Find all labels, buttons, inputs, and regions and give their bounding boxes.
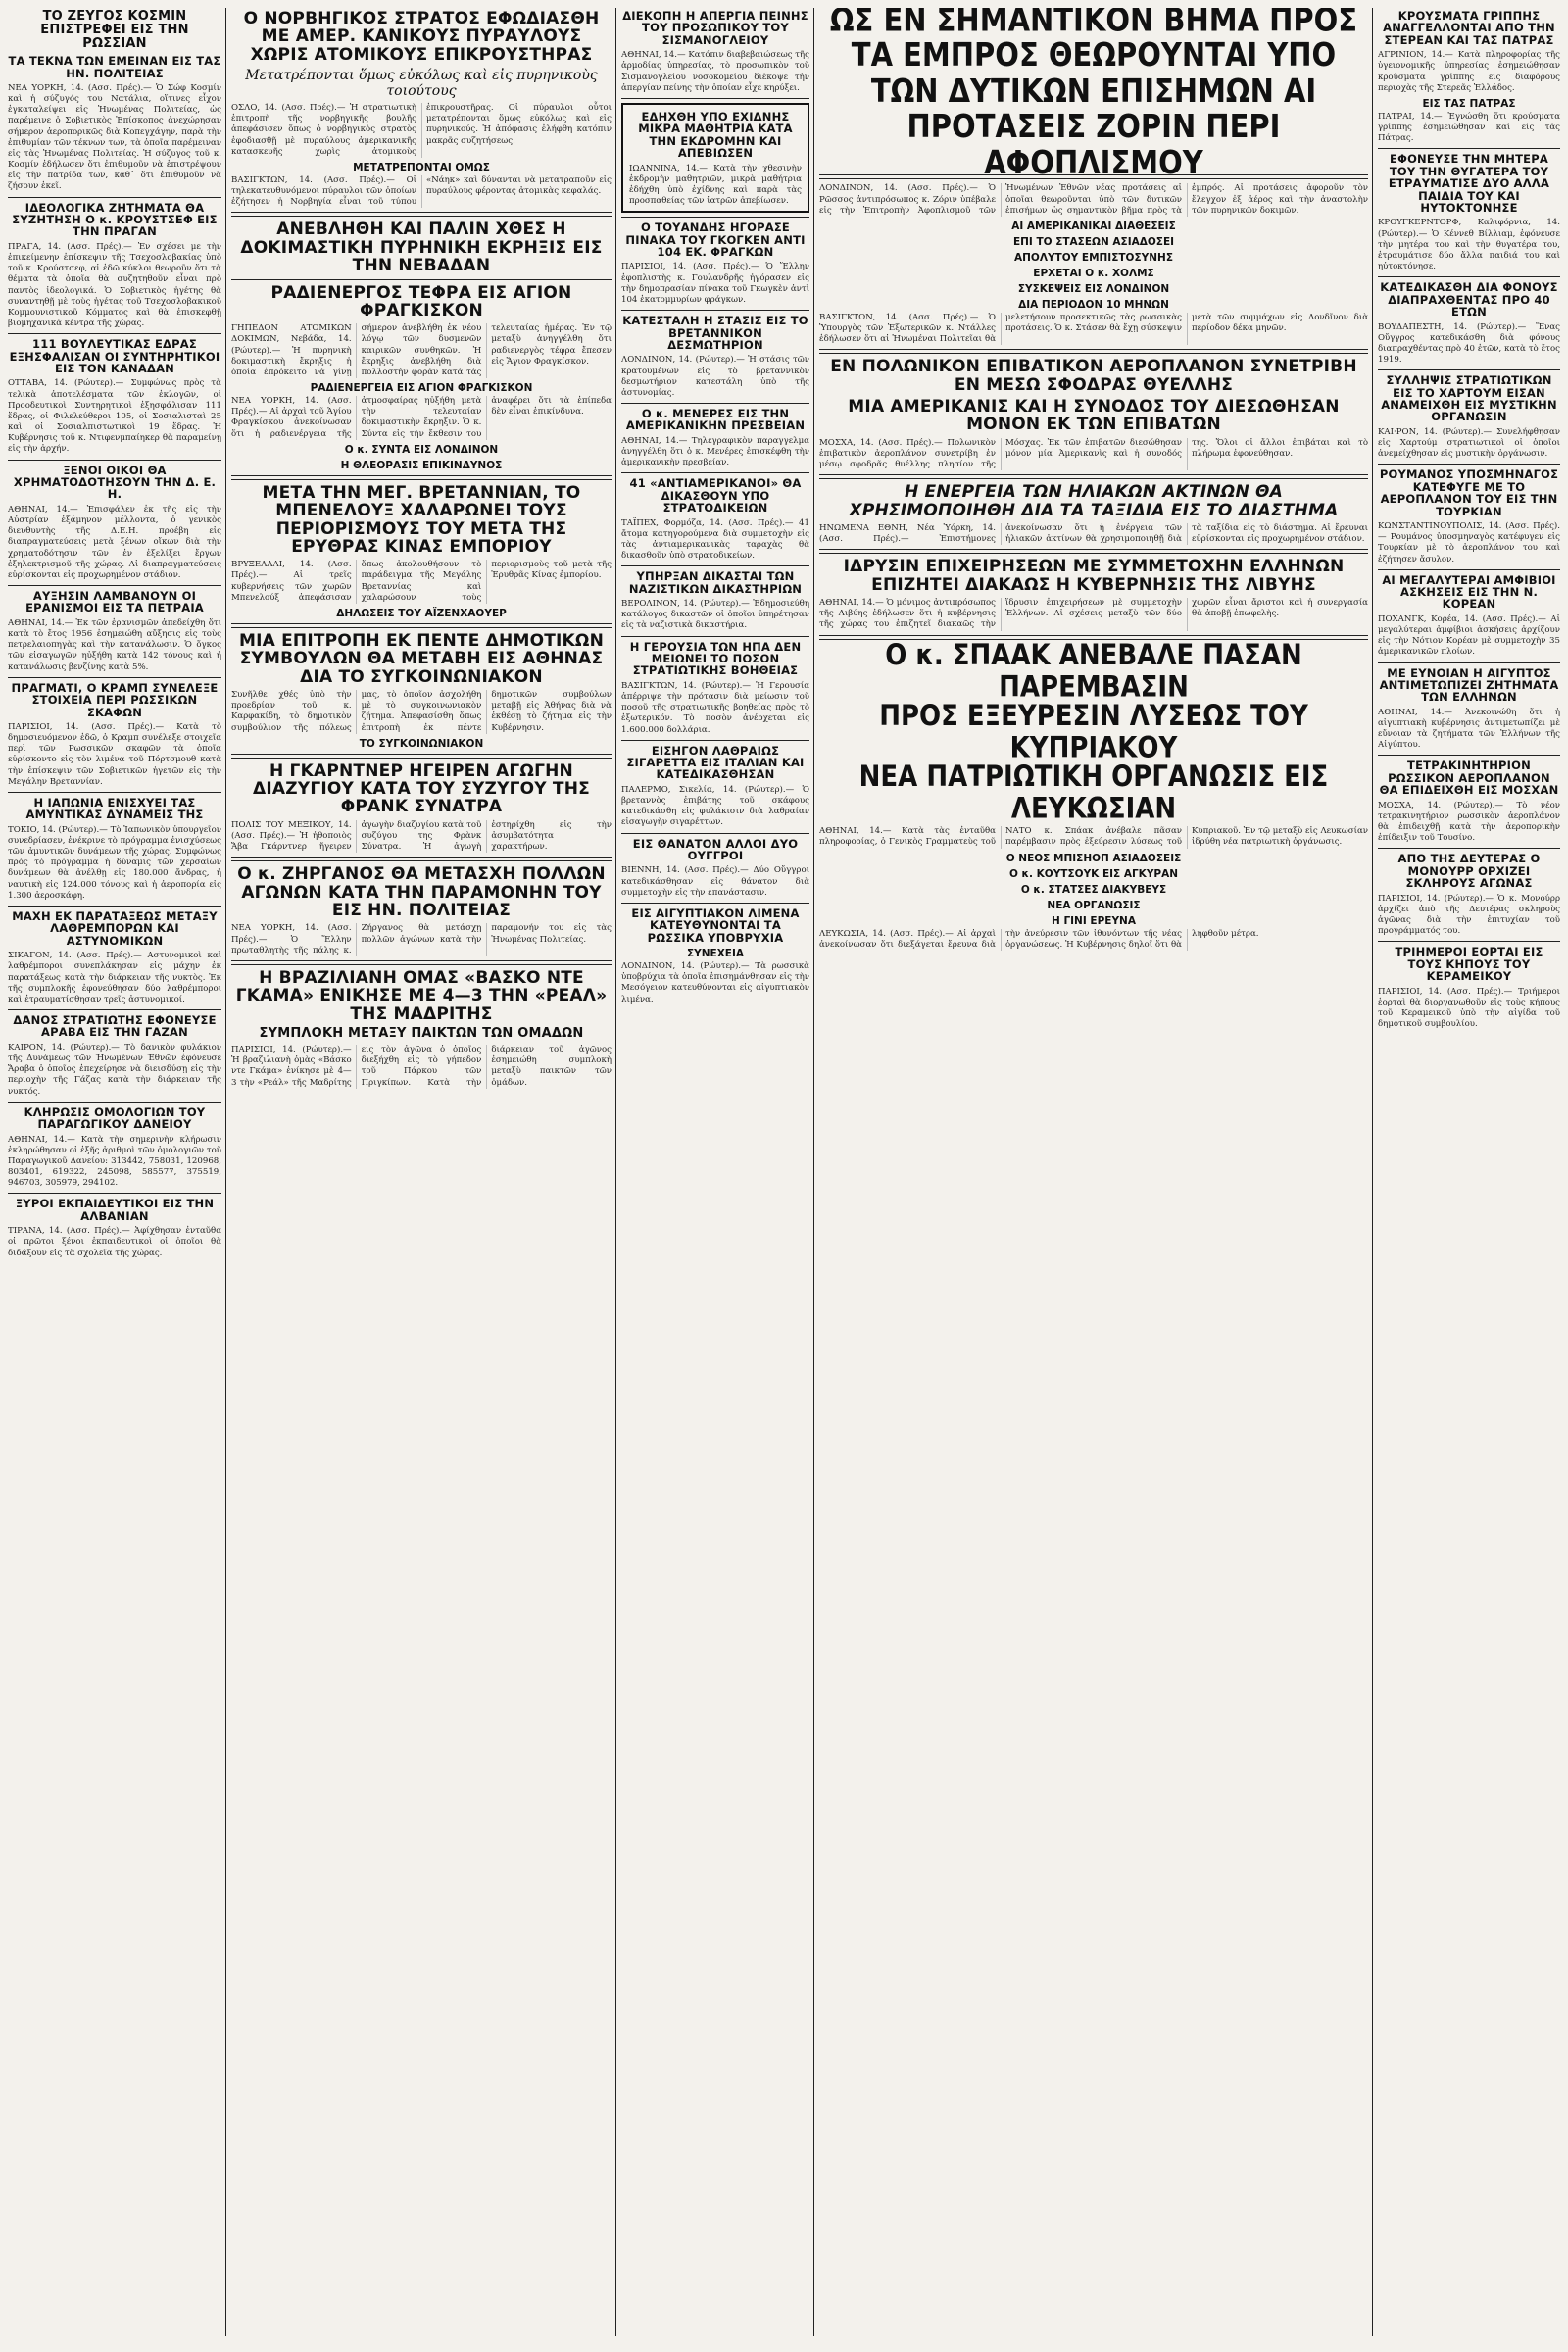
divider (8, 585, 221, 586)
headline: ΥΠΗΡΞΑΝ ΔΙΚΑΣΤΑΙ ΤΩΝ ΝΑΖΙΣΤΙΚΩΝ ΔΙΚΑΣΤΗΡΙΩΝ (628, 569, 803, 596)
headline: ΑΠΟ ΤΗΣ ΔΕΥΤΕΡΑΣ Ο ΜΟΝΟΥΡΡ ΟΡΧΙΖΕΙ ΣΚΛΗΡΟΥΣ ΑΓΩΝΑΣ (1397, 852, 1541, 891)
divider (1378, 569, 1560, 570)
section-subhead: Ο ΝΕΟΣ ΜΠΙΣΗΟΠ ΑΣΙΑΔΟΣΕΙΣ (1005, 852, 1182, 864)
divider (621, 636, 809, 637)
article-text: ΠΑΡΙΣΙΟΙ, 14. (Ασσ. Πρές).— Κατὰ τὸ δημοσιευόμενον ἐδῶ, ὁ Κραμπ συνέλεξε στοιχεῖα περὶ τῶν Ρωσσικῶν σκαφῶν τὰ ὁποῖα εὑρίσκοντο εἰς τὸν λιμένα τοῦ Πόρτσμουθ κατὰ τὴν ἐπίσκεψιν τῶν Σοβιετικῶν ἡγετῶν εἰς τὴν Μεγάλην Βρεταννίαν. (8, 721, 221, 787)
article-text: ΒΑΣΙΓΚΤΩΝ, 14. (Ρώυτερ).— Ἡ Γερουσία ἀπέρριψε τὴν πρότασιν διὰ μείωσιν τοῦ ποσοῦ τῆς στρατιωτικῆς βοηθείας πρὸς τὸ ἐξωτερικόν. Τὸ ποσὸν ἀνέρχεται εἰς 1.600.000 δολλάρια. (621, 680, 809, 735)
divider (621, 217, 809, 218)
headline: ΕΝ ΠΟΛΩΝΙΚΟΝ ΕΠΙΒΑΤΙΚΟΝ ΑΕΡΟΠΛΑΝΟΝ ΣΥΝΕΤΡΙΒΗ ΕΝ ΜΕΣΩ ΣΦΟΔΡΑΣ ΘΥΕΛΛΗΣ (830, 357, 1357, 395)
divider (231, 857, 612, 861)
headline: ΑΝΕΒΛΗΘΗ ΚΑΙ ΠΑΛΙΝ ΧΘΕΣ Η ΔΟΚΙΜΑΣΤΙΚΗ ΠΥΡΗΝΙΚΗ ΕΚΡΗΞΙΣ ΕΙΣ ΤΗΝ ΝΕΒΑΔΑΝ (240, 220, 603, 276)
headline: ΑΙ ΜΕΓΑΛΥΤΕΡΑΙ ΑΜΦΙΒΙΟΙ ΑΣΚΗΣΕΙΣ ΕΙΣ ΤΗΝ Ν. ΚΟΡΕΑΝ (1382, 572, 1556, 612)
divider (621, 833, 809, 834)
article-text: ΒΕΡΟΛΙΝΟΝ, 14. (Ρώυτερ).— Ἐδημοσιεύθη κατάλογος δικαστῶν οἱ ὁποῖοι ὑπηρέτησαν εἰς τὰ ναζιστικὰ δικαστήρια. (621, 599, 809, 631)
headline: ΞΥΡΟΙ ΕΚΠΑΙΔΕΥΤΙΚΟΙ ΕΙΣ ΤΗΝ ΑΛΒΑΝΙΑΝ (15, 1197, 215, 1223)
article-text: ΚΡΟΥΓΚΕΡΝΤΟΡΦ, Καλιφόρνια, 14. (Ρώυτερ).— Ὁ Κέννεθ Βίλλιαμ, ἐφόνευσε τὴν μητέρα του καὶ τὴν θυγατέρα του, ἐτραυμάτισε δύο ἄλλα παιδιά του καὶ ηὐτοκτόνησε. (1378, 218, 1560, 272)
divider (8, 1009, 221, 1010)
divider (231, 754, 612, 759)
headline: ΙΔΡΥΣΙΝ ΕΠΙΧΕΙΡΗΣΕΩΝ ΜΕ ΣΥΜΜΕΤΟΧΗΝ ΕΛΛΗΝΩΝ ΕΠΙΖΗΤΕΙ ΔΙΑΚΑΩΣ Η ΚΥΒΕΡΝΗΣΙΣ ΤΗΣ ΛΙΒΥΗΣ (843, 557, 1345, 595)
article-text: ΝΕΑ ΥΟΡΚΗ, 14. (Ασσ. Πρές).— Ὁ Ἕλλην πρωταθλητὴς τῆς πάλης κ. Ζήργανος θὰ μετάσχῃ πολλῶν ἀγώνων κατὰ τὴν παραμονήν του εἰς τὰς Ἡνωμένας Πολιτείας. (231, 923, 612, 956)
divider (231, 212, 612, 217)
divider (1378, 662, 1560, 663)
article-text: ΒΟΥΔΑΠΕΣΤΗ, 14. (Ρώυτερ).— Ἕνας Οὔγγρος κατεδικάσθη διὰ φόνους διαπραχθέντας πρὸ 40 ἐτῶν, κατὰ τὸ ἔτος 1919. (1378, 321, 1560, 366)
headline: ΕΙΣΗΓΟΝ ΛΑΘΡΑΙΩΣ ΣΙΓΑΡΕΤΤΑ ΕΙΣ ΙΤΑΛΙΑΝ ΚΑΙ ΚΑΤΕΔΙΚΑΣΘΗΣΑΝ (626, 743, 805, 782)
section-subhead: ΤΟ ΣΥΓΚΟΙΝΩΝΙΑΚΟΝ (359, 737, 484, 750)
banner-headline: ΩΣ ΕΝ ΣΗΜΑΝΤΙΚΟΝ ΒΗΜΑ ΠΡΟΣ ΤΑ ΕΜΠΡΟΣ ΘΕΩΡΟΥΝΤΑΙ ΥΠΟ ΤΩΝ ΔΥΤΙΚΩΝ ΕΠΙΣΗΜΩΝ ΑΙ ΠΡΟΤΑΣΕΙΣ ΖΟΡΙΝ ΠΕΡΙ ΑΦΟΠΛΙΣΜΟΥ (829, 8, 1358, 181)
section-subhead: Η ΓΙΝΙ ΕΡΕΥΝΑ (1052, 914, 1136, 927)
article-text: ΓΗΠΕΔΟΝ ΑΤΟΜΙΚΩΝ ΔΟΚΙΜΩΝ, Νεβάδα, 14. (Ρώυτερ).— Ἡ πυρηνικὴ δοκιμαστικὴ ἔκρηξις ἡ ὁποία ἐπρόκειτο νὰ γίνῃ σήμερον ἀνεβλήθη ἐκ νέου λόγῳ τῶν δυσμενῶν καιρικῶν συνθηκῶν. Ἡ ἔκρηξις ἀνεβλήθη διὰ πολλοστὴν φορὰν κατὰ τὰς τελευταίας ἡμέρας. Ἐν τῷ μεταξὺ ἀνηγγέλθη ὅτι ραδιενεργὸς τέφρα ἔπεσεν εἰς Ἅγιον Φραγκίσκον. (231, 323, 612, 377)
headline: ΜΙΑ ΕΠΙΤΡΟΠΗ ΕΚ ΠΕΝΤΕ ΔΗΜΟΤΙΚΩΝ ΣΥΜΒΟΥΛΩΝ ΘΑ ΜΕΤΑΒΗ ΕΙΣ ΑΘΗΝΑΣ ΔΙΑ ΤΟ ΣΥΓΚΟΙΝΩΝΙΑΚΟΝ (239, 630, 604, 687)
article-text: ΑΘΗΝΑΙ, 14.— Κατὰ τὴν σημερινὴν κλήρωσιν ἐκληρώθησαν οἱ ἑξῆς ἀριθμοὶ τῶν ὁμολογιῶν τοῦ Παραγωγικοῦ Δανείου: 313442, 758031, 120968, 803401, 619322, 245098, 585577, 375519, 946703, 305979, 294102. (8, 1134, 221, 1189)
article-text: ΤΑΪΠΕΧ, Φορμόζα, 14. (Ασσ. Πρές).— 41 ἄτομα κατηγορούμενα διὰ συμμετοχὴν εἰς τὰς ἀντιαμερικανικὰς ταραχὰς θὰ δικασθοῦν ὑπὸ στρατοδικείων. (621, 517, 809, 562)
divider (819, 349, 1368, 354)
article-text: ΑΓΡΙΝΙΟΝ, 14.— Κατὰ πληροφορίας τῆς ὑγειονομικῆς ὑπηρεσίας ἐσημειώθησαν κρούσματα γρίππης εἰς διαφόρους περιοχὰς τῆς Στερεᾶς Ἑλλάδος. (1378, 50, 1560, 93)
divider (1378, 148, 1560, 149)
article-text: Συνῆλθε χθές ὑπὸ τὴν προεδρίαν τοῦ κ. Καρφακίδη, τὸ δημοτικὸν συμβούλιον τῆς πόλεως μας, τὸ ὁποῖον ἀσχολήθη μὲ τὸ συγκοινωνιακὸν ζήτημα. Ἀπεφασίσθη ὅπως ἐπιτροπὴ ἐκ πέντε δημοτικῶν συμβούλων μεταβῇ εἰς Ἀθήνας διὰ νὰ ἐκθέσῃ τὸ ζήτημα εἰς τὴν Κυβέρνησιν. (231, 690, 612, 733)
continued-marker: ΣΥΝΕΧΕΙΑ (686, 948, 745, 960)
newspaper-page (8, 8, 1560, 2336)
headline: Η ΙΑΠΩΝΙΑ ΕΝΙΣΧΥΕΙ ΤΑΣ ΑΜΥΝΤΙΚΑΣ ΔΥΝΑΜΕΙΣ ΤΗΣ (25, 795, 204, 822)
article-text: ΚΩΝΣΤΑΝΤΙΝΟΥΠΟΛΙΣ, 14. (Ασσ. Πρές).— Ρουμάνος ὑποσμηναγὸς κατέφυγεν εἰς Τουρκίαν μὲ τὸ ἀεροπλάνον του καὶ ἐζήτησεν ἄσυλον. (1378, 520, 1560, 564)
section-subhead: ΜΕΤΑΤΡΕΠΟΝΤΑΙ ΟΜΩΣ (353, 161, 490, 173)
column-rule (813, 8, 814, 2336)
headline: ΤΡΙΗΜΕΡΟΙ ΕΟΡΤΑΙ ΕΙΣ ΤΟΥΣ ΚΗΠΟΥΣ ΤΟΥ ΚΕΡΑΜΕΙΚΟΥ (1395, 945, 1544, 984)
article-text: ΠΡΑΓΑ, 14. (Ασσ. Πρές).— Ἐν σχέσει με τὴν ἐπικείμενην ἐπίσκεψιν τῆς Τσεχοσλοβακίας ὑπὸ τοῦ κ. Κρούστσεφ, αἱ ἐδῶ κύκλοι θεωροῦν ὅτι τὰ θέματα τὰ ὁποῖα θὰ συζητηθοῦν εἶναι πρὸ παντὸς ἰδεολογικά. Ὁ Σοβιετικὸς ἡγέτης θὰ συναντηθῇ μὲ τοὺς ἡγέτας τοῦ Τσεχοσλοβακικοῦ Κομμουνιστικοῦ Κόμματος καὶ θὰ ἐπισκεφθῇ βιομηχανικὰ κέντρα τῆς χώρας. (8, 241, 221, 329)
divider (1378, 464, 1560, 465)
article-text: ΛΕΥΚΩΣΙΑ, 14. (Ασσ. Πρές).— Αἱ ἀρχαὶ ἀνεκοίνωσαν ὅτι διεξάγεται ἔρευνα διὰ τὴν ἀνεύρεσιν τῶν ἰθυνόντων τῆς νέας ὀργανώσεως. Ἡ Κυβέρνησις δηλοῖ ὅτι θὰ ληφθοῦν μέτρα. (819, 928, 1259, 950)
column-rule (225, 8, 226, 2336)
headline: Ο ΝΟΡΒΗΓΙΚΟΣ ΣΤΡΑΤΟΣ ΕΦΩΔΙΑΣΘΗ ΜΕ ΑΜΕΡ. ΚΑΝΙΚΟΥΣ ΠΥΡΑΥΛΟΥΣ ΧΩΡΙΣ ΑΤΟΜΙΚΟΥΣ ΕΠΙΚΡΟΥΣΤΗΡΑΣ (243, 9, 600, 65)
headline: ΤΕΤΡΑΚΙΝΗΤΗΡΙΟΝ ΡΩΣΣΙΚΟΝ ΑΕΡΟΠΛΑΝΟΝ ΘΑ ΕΠΙΔΕΙΧΘΗ ΕΙΣ ΜΟΣΧΑΝ (1379, 759, 1559, 798)
divider (1378, 369, 1560, 370)
article-text: ΠΑΤΡΑΙ, 14.— Ἐγνώσθη ὅτι κρούσματα γρίππης ἐσημειώθησαν καὶ εἰς τὰς Πάτρας. (1378, 111, 1560, 144)
article-text: ΠΑΡΙΣΙΟΙ, 14. (Ρώυτερ).— Ὁ κ. Μονούρρ ἀρχίζει ἀπὸ τῆς Δευτέρας σκληροὺς ἀγῶνας διὰ τὴν ἐπιτυχίαν τοῦ προγράμματός του. (1378, 893, 1560, 937)
headline: Η ΓΚΑΡΝΤΝΕΡ ΗΓΕΙΡΕΝ ΑΓΩΓΗΝ ΔΙΑΖΥΓΙΟΥ ΚΑΤΑ ΤΟΥ ΣΥΖΥΓΟΥ ΤΗΣ ΦΡΑΝΚ ΣΥΝΑΤΡΑ (253, 760, 590, 817)
boxed-article (621, 103, 809, 213)
divider (819, 474, 1368, 479)
headline: ΑΥΞΗΣΙΝ ΛΑΜΒΑΝΟΥΝ ΟΙ ΕΡΑΝΙΣΜΟΙ ΕΙΣ ΤΑ ΠΕΤΡΑΙΑ (25, 589, 204, 615)
banner-headline: ΝΕΑ ΠΑΤΡΙΩΤΙΚΗ ΟΡΓΑΝΩΣΙΣ ΕΙΣ ΛΕΥΚΩΣΙΑΝ (858, 760, 1329, 826)
headline: ΡΑΔΙΕΝΕΡΓΟΣ ΤΕΦΡΑ ΕΙΣ ΑΓΙΟΝ ΦΡΑΓΚΙΣΚΟΝ (270, 282, 572, 320)
divider (8, 792, 221, 793)
article-text: ΠΑΡΙΣΙΟΙ, 14. (Ρώυτερ).— Ἡ βραζιλιανὴ ὁμὰς «Βάσκο ντε Γκάμα» ἐνίκησε μὲ 4—3 τὴν «Ρεάλ» τῆς Μαδρίτης εἰς τὸν ἀγῶνα ὁ ὁποῖος διεξήχθη εἰς τὸ γήπεδον τοῦ Πάρκου τῶν Πριγκίπων. Κατὰ τὴν διάρκειαν τοῦ ἀγῶνος ἐσημειώθη συμπλοκὴ μεταξὺ παικτῶν τῶν ὁμάδων. (231, 1044, 612, 1088)
divider (819, 549, 1368, 554)
section-subhead: ΕΡΧΕΤΑΙ Ο κ. ΧΟΛΜΣ (1033, 267, 1154, 279)
article-text: ΑΘΗΝΑΙ, 14.— Κατόπιν διαβεβαιώσεως τῆς ἁρμοδίας ὑπηρεσίας, τὸ προσωπικὸν τοῦ Σισμανογλείου νοσοκομείου διέκοψε τὴν ἀπεργίαν πείνης τὴν ὁποίαν εἶχε κηρύξει. (621, 50, 809, 93)
article-text: ΤΟΚΙΟ, 14. (Ρώυτερ).— Τὸ Ἰαπωνικὸν ὑπουργεῖον συνεδρίασεν, ἐνέκρινε τὸ πρόγραμμα ἐνισχύσεως τῶν ἀμυντικῶν δυνάμεων τῆς χώρας. Συμφώνως πρὸς τὸ πρόγραμμα ἡ δύναμις τῶν χερσαίων δυνάμεων θὰ ἀνέλθῃ εἰς 180.000 ἄνδρας, ἡ ναυτικὴ εἰς 124.000 τόνους καὶ ἡ ἀεροπορία εἰς 1.300 ἀεροσκάφη. (8, 824, 221, 901)
article-text: ΒΙΕΝΝΗ, 14. (Ασσ. Πρές).— Δύο Οὔγγροι κατεδικάσθησαν εἰς θάνατον διὰ συμμετοχὴν εἰς τὴν ἐπανάστασιν. (621, 865, 809, 898)
headline: ΔΙΕΚΟΠΗ Η ΑΠΕΡΓΙΑ ΠΕΙΝΗΣ ΤΟΥ ΠΡΟΣΩΠΙΚΟΥ ΤΟΥ ΣΙΣΜΑΝΟΓΛΕΙΟΥ (622, 9, 808, 47)
headline: ΚΛΗΡΩΣΙΣ ΟΜΟΛΟΓΙΩΝ ΤΟΥ ΠΑΡΑΓΩΓΙΚΟΥ ΔΑΝΕΙΟΥ (24, 1104, 206, 1132)
divider (231, 475, 612, 480)
divider (231, 623, 612, 628)
divider (8, 677, 221, 678)
divider (621, 565, 809, 566)
headline: ΜΕ ΕΥΝΟΙΑΝ Η ΑΙΓΥΠΤΟΣ ΑΝΤΙΜΕΤΩΠΙΖΕΙ ΖΗΤΗΜΑΤΑ ΤΩΝ ΕΛΛΗΝΩΝ (1379, 665, 1559, 705)
headline: ΣΥΛΛΗΨΙΣ ΣΤΡΑΤΙΩΤΙΚΩΝ ΕΙΣ ΤΟ ΧΑΡΤΟΥΜ ΕΙΣΑΝ ΑΝΑΜΕΙΧΘΗ ΕΙΣ ΜΥΣΤΙΚΗΝ ΟΡΓΑΝΩΣΙΝ (1381, 373, 1557, 424)
section-subhead: ΑΙ ΑΜΕΡΙΚΑΝΙΚΑΙ ΔΙΑΘΕΣΕΙΣ (1011, 220, 1176, 232)
article-text: ΑΘΗΝΑΙ, 14.— Ἐπισφάλεν ἐκ τῆς εἰς τὴν Αὐστρίαν ἐξάμηνον μέλλοντα, ὁ γενικὸς διευθυντὴς τῆς Δ.Ε.Η. προέβη εἰς διαπραγματεύσεις μετὰ ξένων οἴκων διὰ τὴν χρηματοδότησιν τῶν ἐν ἐξελίξει ἔργων ἐξηλεκτρισμοῦ τῆς χώρας. Αἱ διαπραγματεύσεις εὑρίσκονται εἰς προχωρημένον στάδιον. (8, 504, 221, 580)
article-text: ΙΩΑΝΝΙΝΑ, 14.— Κατὰ τὴν χθεσινὴν ἐκδρομὴν μαθητριῶν, μικρὰ μαθήτρια ἐδήχθη ὑπὸ ἐχίδνης καὶ παρὰ τὰς προσπαθείας τῶν ἰατρῶν ἀπεβίωσεν. (629, 163, 802, 207)
section-subhead: Η ΘΛΕΟΡΑΣΙΣ ΕΠΙΚΙΝΔΥΝΟΣ (340, 459, 503, 471)
section-subhead: ΔΙΑ ΠΕΡΙΟΔΟΝ 10 ΜΗΝΩΝ (1018, 298, 1169, 311)
headline: 111 ΒΟΥΛΕΥΤΙΚΑΣ ΕΔΡΑΣ ΕΞΗΣΦΑΛΙΣΑΝ ΟΙ ΣΥΝΤΗΡΗΤΙΚΟΙ ΕΙΣ ΤΟΝ ΚΑΝΑΔΑΝ (9, 337, 220, 376)
divider (1378, 276, 1560, 277)
article-text: ΑΘΗΝΑΙ, 14.— Τηλεγραφικὸν παραγγελμα ἀνηγγέλθη ὅτι ὁ κ. Μενέρες ἐπισκέφθη τὴν ἀμερικανικὴν πρεσβείαν. (621, 435, 809, 468)
headline: Ο ΤΟΥΑΝΔΗΣ ΗΓΟΡΑΣΕ ΠΙΝΑΚΑ ΤΟΥ ΓΚΟΓΚΕΝ ΑΝΤΙ 104 ΕΚ. ΦΡΑΓΚΩΝ (625, 220, 806, 260)
banner-headline: Ο κ. ΣΠΑΑΚ ΑΝΕΒΑΛΕ ΠΑΣΑΝ ΠΑΡΕΜΒΑΣΙΝ (885, 639, 1302, 705)
headline: ΠΡΑΓΜΑΤΙ, Ο ΚΡΑΜΠ ΣΥΝΕΛΕΞΕ ΣΤΟΙΧΕΙΑ ΠΕΡΙ ΡΩΣΣΙΚΩΝ ΣΚΑΦΩΝ (11, 680, 219, 719)
section-subhead: ΡΑΔΙΕΝΕΡΓΕΙΑ ΕΙΣ ΑΓΙΟΝ ΦΡΑΓΚΙΣΚΟΝ (310, 382, 533, 395)
article-text: ΑΘΗΝΑΙ, 14.— Ἀνεκοινώθη ὅτι ἡ αἰγυπτιακὴ κυβέρνησις ἀντιμετωπίζει μὲ εὔνοιαν τὰ ζητήματα τῶν Ἑλλήνων τῆς Αἰγύπτου. (1378, 707, 1560, 751)
headline: 41 «ΑΝΤΙΑΜΕΡΙΚΑΝΟΙ» ΘΑ ΔΙΚΑΣΘΟΥΝ ΥΠΟ ΣΤΡΑΤΟΔΙΚΕΙΩΝ (629, 476, 802, 515)
headline: ΞΕΝΟΙ ΟΙΚΟΙ ΘΑ ΧΡΗΜΑΤΟΔΟΤΗΣΟΥΝ ΤΗΝ Δ. Ε. Η. (13, 463, 217, 502)
headline: ΕΔΗΧΘΗ ΥΠΟ ΕΧΙΔΝΗΣ ΜΙΚΡΑ ΜΑΘΗΤΡΙΑ ΚΑΤΑ ΤΗΝ ΕΚΔΡΟΜΗΝ ΚΑΙ ΑΠΕΒΙΩΣΕΝ (638, 109, 793, 161)
headline: ΚΑΤΕΣΤΑΛΗ Η ΣΤΑΣΙΣ ΕΙΣ ΤΟ ΒΡΕΤΑΝΝΙΚΟΝ ΔΕΣΜΩΤΗΡΙΟΝ (622, 314, 808, 352)
headline: Η ΓΕΡΟΥΣΙΑ ΤΩΝ ΗΠΑ ΔΕΝ ΜΕΙΩΝΕΙ ΤΟ ΠΟΣΟΝ ΣΤΡΑΤΙΩΤΙΚΗΣ ΒΟΗΘΕΙΑΣ (629, 639, 802, 678)
headline: ΚΑΤΕΔΙΚΑΣΘΗ ΔΙΑ ΦΟΝΟΥΣ ΔΙΑΠΡΑΧΘΕΝΤΑΣ ΠΡΟ 40 ΕΤΩΝ (1380, 280, 1558, 319)
subheadline: ΣΥΜΠΛΟΚΗ ΜΕΤΑΞΥ ΠΑΙΚΤΩΝ ΤΩΝ ΟΜΑΔΩΝ (259, 1025, 584, 1041)
headline: Η ΕΝΕΡΓΕΙΑ ΤΩΝ ΗΛΙΑΚΩΝ ΑΚΤΙΝΩΝ ΘΑ ΧΡΗΣΙΜΟΠΟΙΗΘΗ ΔΙΑ ΤΑ ΤΑΞΙΔΙΑ ΕΙΣ ΤΟ ΔΙΑΣΤΗΜΑ (849, 482, 1339, 520)
column-1 (8, 8, 221, 2336)
article-text: ΜΟΣΧΑ, 14. (Ασσ. Πρές).— Πολωνικὸν ἐπιβατικὸν ἀεροπλάνον συνετρίβη ἐν μέσῳ σφοδρᾶς θυέλλης πλησίον τῆς Μόσχας. Ἐκ τῶν ἐπιβατῶν διεσώθησαν μόνον μία Ἀμερικανὶς καὶ ἡ συνοδός της. Ὅλοι οἱ ἄλλοι ἐπιβάται καὶ τὸ πλήρωμα ἐφονεύθησαν. (819, 437, 1368, 470)
article-text: ΠΑΛΕΡΜΟ, Σικελία, 14. (Ρώυτερ).— Ὁ βρεταννὸς ἐπιβάτης τοῦ σκάφους κατεδικάσθη εἰς φυλάκισιν διὰ λαθραίαν εἰσαγωγὴν σιγαρέττων. (621, 784, 809, 828)
article-text: ΛΟΝΔΙΝΟΝ, 14. (Ρώυτερ).— Τὰ ρωσσικὰ ὑποβρύχια τὰ ὁποῖα ἐπισημάνθησαν εἰς τὴν Μεσόγειον κατευθύνονται εἰς αἰγυπτιακὸν λιμένα. (621, 961, 809, 1004)
headline: ΙΔΕΟΛΟΓΙΚΑ ΖΗΤΗΜΑΤΑ ΘΑ ΣΥΖΗΤΗΣΗ Ο κ. ΚΡΟΥΣΤΣΕΦ ΕΙΣ ΤΗΝ ΠΡΑΓΑΝ (12, 200, 218, 239)
article-text: ΑΘΗΝΑΙ, 14.— Ὁ μόνιμος ἀντιπρόσωπος τῆς Λιβύης ἐδήλωσεν ὅτι ἡ κυβέρνησις τῆς χώρας του ἐπιζητεῖ διακαῶς τὴν ἵδρυσιν ἐπιχειρήσεων μὲ συμμετοχὴν Ἑλλήνων. Αἱ σχέσεις μεταξὺ τῶν δύο χωρῶν εἶναι ἄριστοι καὶ ἡ συνεργασία θὰ ἀποβῇ ἐπωφελὴς. (819, 598, 1368, 630)
divider (621, 403, 809, 404)
section-subhead: ΑΠΟΛΥΤΟΥ ΕΜΠΙΣΤΟΣΥΝΗΣ (1013, 251, 1174, 264)
divider (1378, 941, 1560, 942)
article-text: ΣΙΚΑΓΟΝ, 14. (Ασσ. Πρές).— Αστυνομικοὶ καὶ λαθρέμποροι συνεπλάκησαν εἰς μάχην ἐκ παρατάξεως κατὰ τὴν διάρκειαν τῆς νυκτὸς. Ἐκ τῆς συμπλοκῆς ἐφονεύθησαν δύο λαθρέμποροι καὶ ἐτραυματίσθησαν τρεῖς ἀστυνομικοί. (8, 951, 221, 1004)
headline: ΡΟΥΜΑΝΟΣ ΥΠΟΣΜΗΝΑΓΟΣ ΚΑΤΕΦΥΓΕ ΜΕ ΤΟ ΑΕΡΟΠΛΑΝΟΝ ΤΟΥ ΕΙΣ ΤΗΝ ΤΟΥΡΚΙΑΝ (1379, 467, 1559, 518)
headline: ΜΕΤΑ ΤΗΝ ΜΕΓ. ΒΡΕΤΑΝΝΙΑΝ, ΤΟ ΜΠΕΝΕΛΟΥΞ ΧΑΛΑΡΩΝΕΙ ΤΟΥΣ ΠΕΡΙΟΡΙΣΜΟΥΣ ΤΟΥ ΜΕΤΑ ΤΗΣ ΕΡΥΘΡΑΣ ΚΙΝΑΣ ΕΜΠΟΡΙΟΥ (262, 482, 581, 557)
divider (8, 333, 221, 334)
headline: ΜΑΧΗ ΕΚ ΠΑΡΑΤΑΞΕΩΣ ΜΕΤΑΞΥ ΛΑΘΡΕΜΠΟΡΩΝ ΚΑΙ ΑΣΤΥΝΟΜΙΚΩΝ (12, 909, 218, 948)
section-subhead: ΕΙΣ ΤΑΣ ΠΑΤΡΑΣ (1422, 97, 1516, 110)
article-text: ΑΘΗΝΑΙ, 14.— Ἐκ τῶν ἐρανισμῶν ἀπεδείχθη ὅτι κατὰ τὸ ἔτος 1956 ἐσημειώθη αὔξησις εἰς τοὺς πετρελαιοπηγὰς καὶ τὴν κατανάλωσιν. Ὁ ὅγκος τῶν εἰσαγωγῶν ηὐξήθη κατὰ 142 τόνους καὶ ἡ κατανάλωσις βενζίνης κατὰ 5%. (8, 617, 221, 672)
headline: ΤΟ ΖΕΥΓΟΣ ΚΟΣΜΙΝ ΕΠΙΣΤΡΕΦΕΙ ΕΙΣ ΤΗΝ ΡΩΣΣΙΑΝ (40, 9, 189, 52)
subheadline: ΜΙΑ ΑΜΕΡΙΚΑΝΙΣ ΚΑΙ Η ΣΥΝΟΔΟΣ ΤΟΥ ΔΙΕΣΩΘΗΣΑΝ ΜΟΝΟΝ ΕΚ ΤΩΝ ΕΠΙΒΑΤΩΝ (848, 397, 1340, 435)
section-subhead: ΣΥΣΚΕΨΕΙΣ ΕΙΣ ΛΟΝΔΙΝΟΝ (1017, 282, 1170, 295)
column-4 (819, 8, 1368, 2336)
headline: Η ΒΡΑΖΙΛΙΑΝΗ ΟΜΑΣ «ΒΑΣΚΟ ΝΤΕ ΓΚΑΜΑ» ΕΝΙΚΗΣΕ ΜΕ 4—3 ΤΗΝ «ΡΕΑΛ» ΤΗΣ ΜΑΔΡΙΤΗΣ (235, 967, 608, 1024)
headline: ΚΡΟΥΣΜΑΤΑ ΓΡΙΠΠΗΣ ΑΝΑΓΓΕΛΛΟΝΤΑΙ ΑΠΟ ΤΗΝ ΣΤΕΡΕΑΝ ΚΑΙ ΤΑΣ ΠΑΤΡΑΣ (1383, 9, 1555, 47)
section-subhead: ΝΕΑ ΟΡΓΑΝΩΣΙΣ (1047, 899, 1141, 911)
article-text: ΝΕΑ ΥΟΡΚΗ, 14. (Ασσ. Πρές).— Ὁ Σώφ Κοσμίν καὶ ἡ σύζυγός του Νατάλια, οἵτινες εἶχον ἐγκαταλείψει εἰς Ἡνωμένας Πολιτείας, ὡς παρέμεινε ὁ Σοβιετικὸς Ἐπίσκοπος ἀνεχώρησαν σήμερον ἀεροπορικῶς διὰ Κοπεγχάγην, παρὰ τὴν ἐπιθυμίαν τῶν τέκνων των, τὰ ὁποῖα παρέμειναν εἰς τὰς Ἡνωμένας Πολιτείας. Ἡ σύζυγος τοῦ κ. Κοσμίν ἐδήλωσεν ὅτι ἐπιθυμοῦν νὰ ἐπιστρέψουν εἰς τὴν πατρίδα των, καθ᾿ ὅτι ἐπιθυμοῦν νὰ ζήσουν ἐκεῖ. (8, 82, 221, 192)
article-text: ΑΘΗΝΑΙ, 14.— Κατὰ τὰς ἐνταῦθα πληροφορίας, ὁ Γενικὸς Γραμματεὺς τοῦ ΝΑΤΟ κ. Σπάακ ἀνέβαλε πᾶσαν παρέμβασιν πρὸς ἐξεύρεσιν λύσεως τοῦ Κυπριακοῦ. Ἐν τῷ μεταξὺ εἰς Λευκωσίαν ἱδρύθη νέα πατριωτικὴ ὀργάνωσις. (819, 826, 1368, 848)
section-subhead: Ο κ. ΚΟΥΤΣΟΥΚ ΕΙΣ ΑΓΚΥΡΑΝ (1008, 867, 1179, 880)
article-text: ΠΟΧΑΝΓΚ, Κορέα, 14. (Ασσ. Πρές).— Αἱ μεγαλύτεραι ἀμφίβιοι ἀσκήσεις ἀρχίζουν εἰς τὴν Νότιον Κορέαν μὲ συμμετοχὴν 35 ἀμερικανικῶν πλοίων. (1378, 613, 1560, 658)
headline: Ο κ. ΜΕΝΕΡΕΣ ΕΙΣ ΤΗΝ ΑΜΕΡΙΚΑΝΙΚΗΝ ΠΡΕΣΒΕΙΑΝ (625, 407, 806, 433)
column-5 (1378, 8, 1560, 2336)
divider (621, 740, 809, 741)
divider (8, 1193, 221, 1194)
article-text: ΠΑΡΙΣΙΟΙ, 14. (Ασσ. Πρές).— Ὁ Ἕλλην ἐφοπλιστὴς κ. Γουλανδρῆς ἠγόρασεν εἰς τὴν δημοπρασίαν πίνακα τοῦ Γκωγκὲν ἀντὶ 104 ἑκατομμυρίων φράγκων. (621, 262, 809, 305)
divider (1378, 848, 1560, 849)
headline: ΔΑΝΟΣ ΣΤΡΑΤΙΩΤΗΣ ΕΦΟΝΕΥΣΕ ΑΡΑΒΑ ΕΙΣ ΤΗΝ ΓΑΖΑΝ (13, 1013, 217, 1040)
divider (8, 460, 221, 461)
article-text: ΜΟΣΧΑ, 14. (Ρώυτερ).— Τὸ νέον τετρακινητήριον ρωσσικὸν ἀεροπλάνον θὰ ἐπιδειχθῇ κατὰ τὴν ἀεροπορικὴν ἐπίδειξιν τοῦ Τουσίνο. (1378, 800, 1560, 844)
divider (621, 310, 809, 311)
article-text: ΚΑΙΡΟΝ, 14. (Ρώυτερ).— Τὸ δανικὸν φυλάκιον τῆς Δυνάμεως τῶν Ἡνωμένων Ἐθνῶν ἐφόνευσε Ἄραβα ὁ ὁποῖος ἐπεχείρησε νὰ διεισδύσῃ εἰς τὴν περιοχὴν τῆς Γάζας κατὰ τὴν διάρκειαν τῆς νυκτός. (8, 1042, 221, 1097)
subheadline: ΤΑ ΤΕΚΝΑ ΤΩΝ ΕΜΕΙΝΑΝ ΕΙΣ ΤΑΣ ΗΝ. ΠΟΛΙΤΕΙΑΣ (8, 54, 221, 80)
divider (8, 197, 221, 198)
article-text: ΝΕΑ ΥΟΡΚΗ, 14. (Ασσ. Πρές).— Αἱ ἀρχαὶ τοῦ Ἁγίου Φραγκίσκου ἀνεκοίνωσαν ὅτι ἡ ραδιενέργεια τῆς ἀτμοσφαίρας ηὐξήθη μετὰ τὴν τελευταίαν δοκιμαστικὴν ἔκρηξιν. Ὁ κ. Σύντα εἰς τὴν ἔκθεσιν του ἀναφέρει ὅτι τὰ ἐπίπεδα δὲν εἶναι ἐπικίνδυνα. (231, 396, 612, 439)
divider (231, 960, 612, 965)
subheadline: Μετατρέπονται ὅμως εὐκόλως καὶ εἰς πυρηνικοὺς τοιούτους (245, 68, 598, 100)
article-text: ΤΙΡΑΝΑ, 14. (Ασσ. Πρές).— Ἀφίχθησαν ἐνταῦθα οἱ πρῶτοι ξένοι ἐκπαιδευτικοὶ οἱ ὁποῖοι θὰ διδάξουν εἰς τὰ σχολεῖα τῆς χώρας. (8, 1226, 221, 1258)
column-rule (1372, 8, 1373, 2336)
article-text: ΛΟΝΔΙΝΟΝ, 14. (Ρώυτερ).— Ἡ στάσις τῶν κρατουμένων εἰς τὸ βρεταννικὸν δεσμωτήριον κατεστάλη ὑπὸ τῆς ἀστυνομίας. (621, 355, 809, 398)
article-text: ΛΟΝΔΙΝΟΝ, 14. (Ασσ. Πρές).— Ὁ Ρῶσσος ἀντιπρόσωπος κ. Ζόριν ὑπέβαλε εἰς τὴν Ἐπιτροπὴν Ἀφοπλισμοῦ τῶν Ἡνωμένων Ἐθνῶν νέας προτάσεις αἱ ὁποῖαι θεωροῦνται ὑπὸ τῶν δυτικῶν ἐπισήμων ὡς σημαντικὸν βῆμα πρὸς τὰ ἐμπρός. Αἱ προτάσεις ἀφοροῦν τὸν ἔλεγχον ἐξ ἀέρος καὶ τὴν ἀναστολὴν τῶν πυρηνικῶν δοκιμῶν. (819, 183, 1368, 216)
column-rule (615, 8, 616, 2336)
article-text: ΠΟΛΙΣ ΤΟΥ ΜΕΞΙΚΟΥ, 14. (Ασσ. Πρές).— Ἡ ἠθοποιὸς Ἄβα Γκάρντνερ ἤγειρεν ἀγωγὴν διαζυγίου κατὰ τοῦ συζύγου της Φρὰνκ Σύνατρα. Ἡ ἀγωγὴ ἐστηρίχθη εἰς τὴν ἀσυμβατότητα χαρακτήρων. (231, 819, 612, 853)
section-subhead: Ο κ. ΣΥΝΤΑ ΕΙΣ ΛΟΝΔΙΝΟΝ (344, 443, 499, 456)
article-text: ΟΤΤΑΒΑ, 14. (Ρώυτερ).— Συμφώνως πρὸς τὰ τελικὰ ἀποτελέσματα τῶν ἐκλογῶν, οἱ Προοδευτικοὶ Συντηρητικοὶ ἐξησφάλισαν 111 ἕδρας, οἱ Φιλελεύθεροι 105, οἱ Σοσιαλισταὶ 25 καὶ οἱ Σοσιαλπιστωτικοὶ 19 ἕδρας. Ἡ Κυβέρνησις τοῦ κ. Ντιφενμπαίηκερ θὰ παραμείνῃ εἰς τὴν ἀρχήν. (8, 378, 221, 455)
headline: Ο κ. ΖΗΡΓΑΝΟΣ ΘΑ ΜΕΤΑΣΧΗ ΠΟΛΛΩΝ ΑΓΩΝΩΝ ΚΑΤΑ ΤΗΝ ΠΑΡΑΜΟΝΗΝ ΤΟΥ ΕΙΣ ΗΝ. ΠΟΛΙΤΕΙΑΣ (237, 864, 606, 920)
divider (621, 98, 809, 99)
article-text: ΒΡΥΞΕΛΛΑΙ, 14. (Ασσ. Πρές).— Αἱ τρεῖς κυβερνήσεις τῶν χωρῶν Μπενελούξ ἀπεφάσισαν ὅπως ἀκολουθήσουν τὸ παράδειγμα τῆς Μεγάλης Βρεταννίας καὶ χαλαρώσουν τοὺς περιορισμοὺς τοῦ μετὰ τῆς Ἐρυθρᾶς Κίνας ἐμπορίου. (231, 560, 612, 603)
article-text: ΗΝΩΜΕΝΑ ΕΘΝΗ, Νέα Ὑόρκη, 14. (Ασσ. Πρές).— Ἐπιστήμονες ἀνεκοίνωσαν ὅτι ἡ ἐνέργεια τῶν ἡλιακῶν ἀκτίνων θὰ χρησιμοποιηθῇ διὰ τὰ ταξίδια εἰς τὸ διάστημα. Αἱ ἔρευναι εὑρίσκονται εἰς προχωρημένον στάδιον. (819, 523, 1368, 545)
section-subhead: ΔΗΛΩΣΕΙΣ ΤΟΥ ΑΪΖΕΝΧΑΟΥΕΡ (336, 607, 507, 619)
section-subhead: ΕΠΙ ΤΟ ΣΤΑΣΕΩΝ ΑΣΙΑΔΟΣΕΙ (1012, 235, 1175, 248)
divider (231, 279, 612, 280)
headline: ΕΙΣ ΘΑΝΑΤΟΝ ΑΛΛΟΙ ΔΥΟ ΟΥΓΓΡΟΙ (632, 836, 799, 862)
column-3 (621, 8, 809, 2336)
headline: ΕΦΟΝΕΥΣΕ ΤΗΝ ΜΗΤΕΡΑ ΤΟΥ ΤΗΝ ΘΥΓΑΤΕΡΑ ΤΟΥ ΕΤΡΑΥΜΑΤΙΣΕ ΔΥΟ ΑΛΛΑ ΠΑΙΔΙΑ ΤΟΥ ΚΑΙ ΗΥΤΟΚΤΟΝΗΣΕ (1388, 152, 1550, 216)
article-text: ΠΑΡΙΣΙΟΙ, 14. (Ασσ. Πρές).— Τριήμεροι ἑορταὶ θὰ διοργανωθοῦν εἰς τοὺς κήπους τοῦ Κεραμεικοῦ ὑπὸ τὴν αἰγίδα τοῦ δημοτικοῦ συμβουλίου. (1378, 986, 1560, 1030)
divider (621, 472, 809, 473)
article-text: ΚΑΙ·ΡΟΝ, 14. (Ρώυτερ).— Συνελήφθησαν εἰς Χαρτούμ στρατιωτικοὶ οἱ ὁποῖοι ἀνεμείχθησαν εἰς μυστικὴν ὀργάνωσιν. (1378, 426, 1560, 460)
column-2 (231, 8, 612, 2336)
headline: ΕΙΣ ΑΙΓΥΠΤΙΑΚΟΝ ΛΙΜΕΝΑ ΚΑΤΕΥΘΥΝΟΝΤΑΙ ΤΑ ΡΩΣΣΙΚΑ ΥΠΟΒΡΥΧΙΑ (631, 906, 800, 945)
divider (621, 903, 809, 904)
article-text: ΒΑΣΙΓΚΤΩΝ, 14. (Ασσ. Πρές).— Ὁ Ὑπουργὸς τῶν Ἐξωτερικῶν κ. Ντάλλες ἐδήλωσεν ὅτι αἱ Ἡνωμέναι Πολιτεῖαι θὰ μελετήσουν προσεκτικῶς τὰς ρωσσικὰς προτάσεις. Ὁ κ. Στάσεν θὰ ἔχῃ σύσκεψιν μετὰ τῶν συμμάχων εἰς Λονδῖνον διὰ περίοδον δέκα μηνῶν. (819, 312, 1368, 345)
article-text: ΟΣΛΟ, 14. (Ασσ. Πρές).— Ἡ στρατιωτικὴ ἐπιτροπὴ τῆς νορβηγικῆς βουλῆς ἀπεφάσισεν ὅπως ὁ νορβηγικὸς στρατὸς ἐφοδιασθῇ μὲ πυραύλους ἀμερικανικῆς κατασκευῆς χωρὶς ἀτομικοὺς ἐπικρουστῆρας. Οἱ πύραυλοι οὗτοι μετατρέπονται ὅμως εὐκόλως καὶ εἰς πυρηνικούς. Ἡ ἀπόφασις ἐλήφθη κατόπιν μακρᾶς συζητήσεως. (231, 103, 612, 157)
article-text: ΒΑΣΙΓΚΤΩΝ, 14. (Ασσ. Πρές).— Οἱ τηλεκατευθυνόμενοι πύραυλοι τῶν ὁποίων ἐζήτησεν ἡ Νορβηγία εἶναι τοῦ τύπου «Νάηκ» καὶ δύνανται νὰ μετατραποῦν εἰς πυραύλους φέροντας ἀτομικὰς κεφαλάς. (231, 174, 612, 208)
divider (1378, 755, 1560, 756)
section-subhead: Ο κ. ΣΤΑΤΣΕΣ ΔΙΑΚΥΒΕΥΣ (1020, 883, 1167, 896)
banner-headline: ΠΡΟΣ ΕΞΕΥΡΕΣΙΝ ΛΥΣΕΩΣ ΤΟΥ ΚΥΠΡΙΑΚΟΥ (879, 700, 1308, 765)
